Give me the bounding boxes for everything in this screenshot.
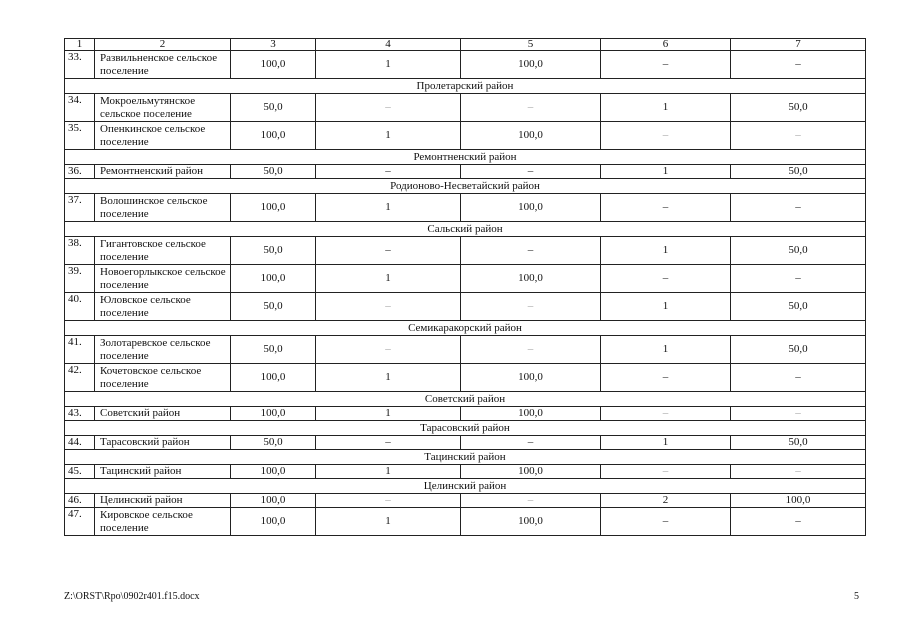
cell-col4: – (316, 336, 461, 364)
cell-col4: – (316, 494, 461, 508)
row-number: 47. (65, 508, 95, 536)
cell-col6: – (601, 364, 731, 392)
header-cell: 6 (601, 39, 731, 51)
cell-col6: 1 (601, 336, 731, 364)
table-row (65, 407, 866, 421)
cell-col5: 100,0 (461, 508, 601, 536)
document-table (64, 38, 866, 536)
row-number: 46. (65, 494, 95, 508)
cell-col3: 50,0 (231, 293, 316, 321)
municipality-name: Советский район (95, 407, 231, 421)
municipality-name: Опенкинское сельское поселение (95, 122, 231, 150)
municipality-name: Тацинский район (95, 465, 231, 479)
row-number: 41. (65, 336, 95, 364)
cell-col3: 100,0 (231, 508, 316, 536)
table-row (65, 237, 866, 265)
table-row (65, 436, 866, 450)
municipality-name: Развильненское сельское поселение (95, 51, 231, 79)
cell-col7: 50,0 (731, 94, 866, 122)
table-row (65, 194, 866, 222)
municipality-name: Кировское сельское поселение (95, 508, 231, 536)
row-number: 33. (65, 51, 95, 79)
cell-col5: – (461, 94, 601, 122)
section-header-row (65, 179, 866, 194)
table-row (65, 508, 866, 536)
row-number: 44. (65, 436, 95, 450)
table-row (65, 494, 866, 508)
cell-col6: 1 (601, 237, 731, 265)
cell-col7: – (731, 407, 866, 421)
municipality-name: Золотаревское сельское поселение (95, 336, 231, 364)
header-cell: 5 (461, 39, 601, 51)
cell-col7: – (731, 265, 866, 293)
municipality-name: Волошинское сельское поселение (95, 194, 231, 222)
row-number: 43. (65, 407, 95, 421)
header-cell: 2 (95, 39, 231, 51)
table-row (65, 122, 866, 150)
section-title: Советский район (65, 392, 866, 407)
municipality-name: Юловское сельское поселение (95, 293, 231, 321)
cell-col4: 1 (316, 51, 461, 79)
cell-col5: 100,0 (461, 364, 601, 392)
cell-col6: 1 (601, 165, 731, 179)
section-title: Семикаракорский район (65, 321, 866, 336)
cell-col3: 50,0 (231, 436, 316, 450)
section-title: Пролетарский район (65, 79, 866, 94)
cell-col6: 1 (601, 436, 731, 450)
section-header-row (65, 479, 866, 494)
cell-col5: 100,0 (461, 122, 601, 150)
section-header-row (65, 421, 866, 436)
municipality-name: Целинский район (95, 494, 231, 508)
cell-col7: 50,0 (731, 237, 866, 265)
cell-col7: 100,0 (731, 494, 866, 508)
cell-col4: 1 (316, 508, 461, 536)
table-row (65, 265, 866, 293)
cell-col4: 1 (316, 194, 461, 222)
cell-col4: – (316, 293, 461, 321)
section-title: Целинский район (65, 479, 866, 494)
cell-col5: 100,0 (461, 265, 601, 293)
row-number: 36. (65, 165, 95, 179)
row-number: 37. (65, 194, 95, 222)
cell-col3: 100,0 (231, 364, 316, 392)
row-number: 38. (65, 237, 95, 265)
table-row (65, 293, 866, 321)
header-cell: 1 (65, 39, 95, 51)
cell-col5: – (461, 336, 601, 364)
cell-col6: 2 (601, 494, 731, 508)
cell-col3: 100,0 (231, 194, 316, 222)
municipality-name: Тарасовский район (95, 436, 231, 450)
cell-col3: 100,0 (231, 265, 316, 293)
table-row (65, 94, 866, 122)
table-row (65, 165, 866, 179)
section-header-row (65, 321, 866, 336)
cell-col5: – (461, 165, 601, 179)
footer-file-path: Z:\ORST\Rpo\0902r401.f15.docx (64, 591, 200, 602)
cell-col6: 1 (601, 94, 731, 122)
cell-col4: 1 (316, 364, 461, 392)
municipality-name: Кочетовское сельское поселение (95, 364, 231, 392)
cell-col5: – (461, 494, 601, 508)
section-title: Ремонтненский район (65, 150, 866, 165)
section-title: Родионово-Несветайский район (65, 179, 866, 194)
row-number: 42. (65, 364, 95, 392)
municipality-name: Новоегорлыкское сельское поселение (95, 265, 231, 293)
cell-col4: 1 (316, 265, 461, 293)
cell-col3: 100,0 (231, 122, 316, 150)
cell-col7: – (731, 508, 866, 536)
cell-col6: – (601, 194, 731, 222)
cell-col7: 50,0 (731, 293, 866, 321)
header-cell: 7 (731, 39, 866, 51)
cell-col6: – (601, 51, 731, 79)
cell-col5: – (461, 293, 601, 321)
cell-col5: 100,0 (461, 465, 601, 479)
cell-col3: 100,0 (231, 465, 316, 479)
cell-col3: 100,0 (231, 494, 316, 508)
cell-col3: 50,0 (231, 94, 316, 122)
cell-col7: – (731, 122, 866, 150)
municipality-name: Ремонтненский район (95, 165, 231, 179)
cell-col7: 50,0 (731, 336, 866, 364)
cell-col3: 100,0 (231, 407, 316, 421)
cell-col3: 50,0 (231, 165, 316, 179)
cell-col5: 100,0 (461, 194, 601, 222)
section-header-row (65, 79, 866, 94)
cell-col4: – (316, 165, 461, 179)
cell-col7: 50,0 (731, 165, 866, 179)
section-title: Сальский район (65, 222, 866, 237)
cell-col4: – (316, 94, 461, 122)
cell-col5: – (461, 436, 601, 450)
cell-col4: – (316, 237, 461, 265)
section-title: Тарасовский район (65, 421, 866, 436)
header-cell: 3 (231, 39, 316, 51)
cell-col4: 1 (316, 465, 461, 479)
municipality-name: Мокроельмутянское сельское поселение (95, 94, 231, 122)
section-header-row (65, 450, 866, 465)
cell-col4: 1 (316, 407, 461, 421)
cell-col4: 1 (316, 122, 461, 150)
row-number: 34. (65, 94, 95, 122)
row-number: 45. (65, 465, 95, 479)
row-number: 35. (65, 122, 95, 150)
cell-col3: 50,0 (231, 336, 316, 364)
cell-col6: – (601, 508, 731, 536)
cell-col6: – (601, 465, 731, 479)
row-number: 40. (65, 293, 95, 321)
cell-col3: 100,0 (231, 51, 316, 79)
cell-col7: – (731, 194, 866, 222)
cell-col5: 100,0 (461, 407, 601, 421)
cell-col4: – (316, 436, 461, 450)
table-row (65, 364, 866, 392)
cell-col6: – (601, 122, 731, 150)
municipality-name: Гигантовское сельское поселение (95, 237, 231, 265)
cell-col5: 100,0 (461, 51, 601, 79)
table-row (65, 465, 866, 479)
section-header-row (65, 392, 866, 407)
header-cell: 4 (316, 39, 461, 51)
page-number: 5 (854, 591, 859, 602)
cell-col6: 1 (601, 293, 731, 321)
table-row (65, 336, 866, 364)
cell-col7: 50,0 (731, 436, 866, 450)
row-number: 39. (65, 265, 95, 293)
table-row (65, 51, 866, 79)
cell-col7: – (731, 465, 866, 479)
table-header-row (65, 39, 866, 51)
cell-col3: 50,0 (231, 237, 316, 265)
section-title: Тацинский район (65, 450, 866, 465)
cell-col7: – (731, 364, 866, 392)
cell-col6: – (601, 265, 731, 293)
cell-col6: – (601, 407, 731, 421)
cell-col5: – (461, 237, 601, 265)
section-header-row (65, 150, 866, 165)
section-header-row (65, 222, 866, 237)
cell-col7: – (731, 51, 866, 79)
